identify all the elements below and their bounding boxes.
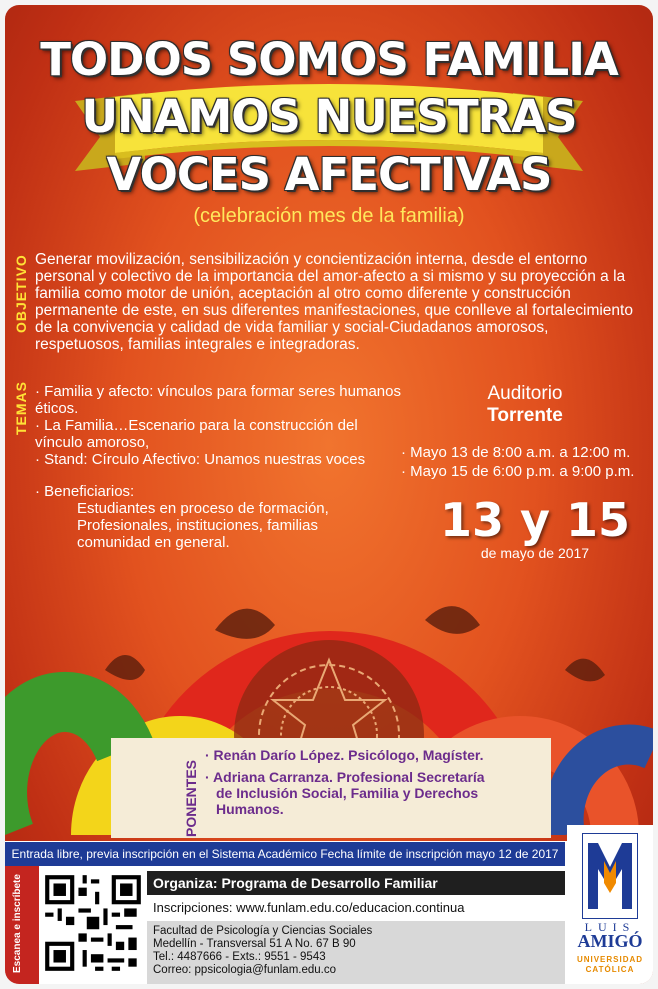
- logo-text-amigo: AMIGÓ: [577, 931, 643, 951]
- qr-code-icon[interactable]: [41, 871, 145, 975]
- ponente-name: · Adriana Carranza. Profesional Secretaría: [205, 769, 485, 785]
- scan-label: Escanea e inscríbete: [12, 874, 23, 974]
- temas-list: [35, 383, 405, 468]
- schedule: [401, 443, 651, 481]
- contact-info: [147, 921, 565, 984]
- poster: [5, 5, 653, 984]
- beneficiarios-detail: Estudiantes en proceso de formación, Profesionales, instituciones, familias comunidad en general.: [77, 500, 329, 551]
- schedule-item: · Mayo 15 de 6:00 p.m. a 9:00 p.m.: [401, 463, 635, 480]
- tema-item: · La Familia…Escenario para la construcción del vínculo amoroso,: [35, 417, 358, 451]
- tema-item: · Familia y afecto: vínculos para formar seres humanos éticos.: [35, 383, 401, 417]
- email[interactable]: Correo: ppsicologia@funlam.edu.co: [153, 964, 336, 976]
- event-month-year: de mayo de 2017: [480, 545, 590, 561]
- title-line-3: VOCES AFECTIVAS: [106, 148, 552, 201]
- logo-text-universidad: UNIVERSIDAD CATÓLICA: [576, 955, 644, 974]
- ponentes-list: [205, 747, 545, 823]
- venue: [405, 383, 645, 427]
- phone: Tel.: 4487666 - Exts.: 9551 - 9543: [153, 951, 326, 963]
- university-logo: [567, 825, 653, 984]
- inscripciones-link[interactable]: Inscripciones: www.funlam.edu.co/educacion.continua: [147, 896, 565, 920]
- subtitle: (celebración mes de la familia): [193, 205, 465, 227]
- schedule-item: · Mayo 13 de 8:00 a.m. a 12:00 m.: [401, 444, 631, 461]
- address: Medellín - Transversal 51 A No. 67 B 90: [153, 938, 356, 950]
- venue-label: Auditorio: [487, 383, 563, 404]
- ponente-name: · Renán Darío López. Psicólogo, Magíster.: [205, 747, 484, 763]
- logo-text-luis: LUIS: [584, 920, 636, 934]
- beneficiarios-label: · Beneficiarios:: [35, 483, 135, 500]
- objetivo-label: OBJETIVO: [13, 254, 29, 333]
- beneficiarios: [35, 483, 395, 551]
- ponente-detail: de Inclusión Social, Familia y Derechos Humanos.: [216, 785, 479, 817]
- venue-place: Torrente: [487, 405, 563, 426]
- objetivo-text: Generar movilización, sensibilización y concientización interna, desde el entorno personal y colectivo de la importancia del amor-afecto a si mismo y su proyección a la familia como motor de unión, aceptación al otro como diferente y construcción permanente de este, en sus diferentes manifestaciones, que conlleve al fortalecimiento de la convivencia y calidad de vida familiar y social-Ciudadanos amorosos, respetuosos, familias integrales e integradoras.: [35, 251, 633, 353]
- entrada-notice: Entrada libre, previa inscripción en el Sistema Académico Fecha límite de inscripción mayo 12 de 2017: [5, 842, 565, 866]
- ponente-item: [205, 747, 545, 763]
- facultad-name: Facultad de Psicología y Ciencias Sociales: [153, 925, 373, 937]
- title-line-1: TODOS SOMOS FAMILIA: [40, 33, 618, 86]
- tema-item: · Stand: Círculo Afectivo: Unamos nuestras voces: [35, 451, 366, 468]
- temas-label: TEMAS: [13, 381, 29, 435]
- event-dates: 13 y 15: [439, 493, 631, 547]
- luis-amigo-emblem-icon: [582, 833, 638, 919]
- title-line-2: UNAMOS NUESTRAS: [81, 90, 577, 143]
- ponentes-label: PONENTES: [183, 759, 199, 837]
- organiza-bar: Organiza: Programa de Desarrollo Familiar: [147, 871, 565, 895]
- ponente-item: [205, 769, 545, 817]
